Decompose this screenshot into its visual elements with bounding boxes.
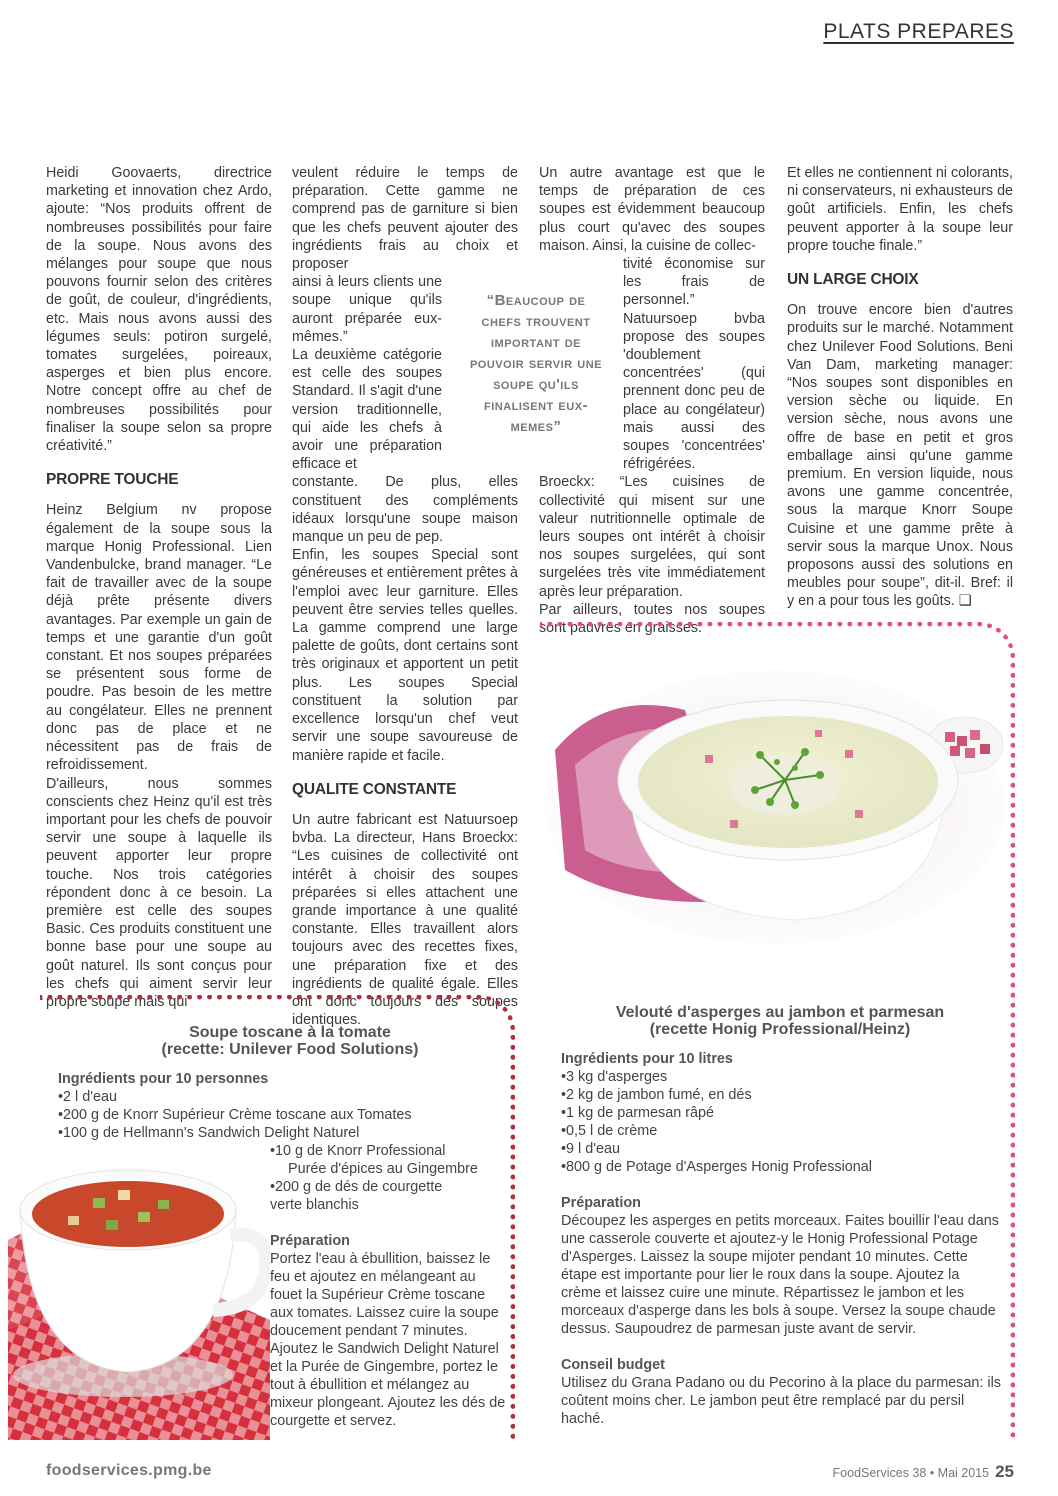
subheading-propre-touche: PROPRE TOUCHE xyxy=(46,471,179,489)
subheading-qualite-constante: QUALITE CONSTANTE xyxy=(292,780,457,798)
ingredients-heading: Ingrédients pour 10 personnes xyxy=(58,1071,269,1087)
paragraph: Heinz Belgium nv propose également de la soupe sous la marque Honig Professional. Lien Vandenbulcke, brand manager. “Le fait de travailler avec de la soupe déjà prête présente divers avantages. Par exemple un gain de temps et une garantie d'un goût constant. Et nos soupes préparées se présentent sous forme de poudre. Pas besoin de les mettre au congélateur. Elles ne prennent donc pas de place et ne nécessitent pas de frais de refroidissement. xyxy=(46,502,272,774)
preparation-heading: Préparation xyxy=(270,1233,350,1249)
paragraph xyxy=(787,301,1013,610)
recipe-right-title xyxy=(565,1004,995,1038)
paragraph: Broeckx: “Les cuisines de collectivité qui misent sur une valeur nutritionnelle optimale de leurs soupes ont intérêt à choisir nos soupes surgelées, qui sont surgelées très vite immédiatement après leur préparation. xyxy=(539,474,765,600)
ingredients-heading: Ingrédients pour 10 litres xyxy=(561,1051,733,1067)
article-column-1 xyxy=(46,164,272,1011)
footer-website: foodservices.pmg.be xyxy=(46,1462,212,1479)
recipe-title-line: Soupe toscane à la tomate xyxy=(189,1024,391,1041)
recipe-title-line: (recette Honig Professional/Heinz) xyxy=(649,1021,911,1038)
ingredient-item: •0,5 l de crème xyxy=(561,1123,658,1139)
ingredient-item: •800 g de Potage d'Asperges Honig Professional xyxy=(561,1159,872,1175)
preparation-heading: Préparation xyxy=(561,1195,641,1211)
paragraph: Un autre avantage est que le temps de préparation de ces soupes est évidemment beaucoup plus court qu'avec des soupes maison. Ainsi, la cuisine de collec- xyxy=(539,165,765,254)
paragraph: tivité économise sur les frais de personnel.” xyxy=(623,256,765,309)
recipe-right-body xyxy=(561,1050,1001,1428)
footer-issue xyxy=(833,1462,1014,1482)
budget-tip-heading: Conseil budget xyxy=(561,1357,665,1373)
issue-label: FoodServices 38 • Mai 2015 xyxy=(832,1466,990,1480)
paragraph: D'ailleurs, nous sommes conscients chez Heinz qu'il est très important pour les chefs de pouvoir servir une soupe à laquelle ils peuvent apporter leur propre touche. Nos trois catégories répondent donc à ce besoin. La première est celle des soupes Basic. Ces produits constituent une bonne base pour une soupe au goût naturel. Ils sont conçus pour les chefs qui aiment servir leur propre soupe mais qui xyxy=(46,775,272,1010)
end-mark-icon: ❑ xyxy=(958,593,972,610)
paragraph-text: On trouve encore bien d'autres produits sur le marché. Notamment chez Unilever Food Solutions. Beni Van Dam, marketing manager: “Nos soupes sont disponibles en version sèche ou liquide. En version sèche, nous avons une offre de base en petit et gros emballage ainsi qu'une gamme premium. En version liquide, nous avons une gamme concentrée, sous la marque Knorr Soupe Cuisine et une gamme prête à servir sous la marque Unox. Nous proposons aussi des solutions en meubles pour soupe”, dit-il. Bref: il y en a pour tous les goûts. xyxy=(787,302,1013,610)
preparation-text: Portez l'eau à ébullition, baissez le feu et ajoutez en mélangeant au fouet la Supérieur Crème toscane aux tomates. Laissez cuire la soupe doucement pendant 7 minutes. Ajoutez le Sandwich Delight Naturel et la Purée de Gingembre, portez le tout à ébullition et mélangez au mixeur plongeant. Ajoutez les dés de courgette et servez. xyxy=(270,1251,506,1429)
ingredient-item: •100 g de Hellmann's Sandwich Delight Naturel xyxy=(58,1125,360,1141)
ingredient-item: •200 g de Knorr Supérieur Crème toscane aux Tomates xyxy=(58,1107,412,1123)
recipe-title-line: (recette: Unilever Food Solutions) xyxy=(161,1041,419,1058)
recipe-left-body xyxy=(270,1142,510,1430)
pull-quote: “Beaucoup de chefs trouvent important de pouvoir servir une soupe qu'ils finalisent eux-memes” xyxy=(469,292,603,435)
ingredient-item: •2 kg de jambon fumé, en dés xyxy=(561,1087,752,1103)
paragraph: La deuxième catégorie est celle des soupes Standard. Il s'agit d'une version traditionnelle, qui aide les chefs à avoir une préparation efficace et xyxy=(292,347,442,473)
ingredient-item-cont: verte blanchis xyxy=(270,1197,359,1213)
paragraph: Natuursoep bvba propose des soupes 'doublement concentrées' (qui prennent donc peu de place au congélateur) mais aussi des soupes 'concentrées' réfrigérées. xyxy=(623,310,765,473)
paragraph: Enfin, les soupes Special sont généreuses et entièrement prêtes à l'emploi avec leur garniture. Elles peuvent être servies telles quelles. La gamme comprend une large palette de goûts, dont certains sont très originaux et apportent un petit plus. Les soupes Special constituent la solution par excellence lorsqu'un chef veut servir une soupe savoureuse de manière rapide et facile. xyxy=(292,547,518,764)
budget-tip-text: Utilisez du Grana Padano ou du Pecorino à la place du parmesan: ils coûtent moins cher. Le jambon peut être remplacé par du persil haché. xyxy=(561,1375,1001,1427)
ingredient-item: •200 g de dés de courgette xyxy=(270,1179,443,1195)
recipe-left-ingredients xyxy=(58,1070,508,1142)
paragraph: constante. De plus, elles constituent des compléments idéaux lorsqu'une soupe maison manque un peu de pep. xyxy=(292,474,518,546)
ingredient-item: •2 l d'eau xyxy=(58,1089,117,1105)
ingredient-item: •9 l d'eau xyxy=(561,1141,620,1157)
page-number: 25 xyxy=(995,1462,1014,1481)
paragraph: Heidi Goovaerts, directrice marketing et innovation chez Ardo, ajoute: “Nos produits offrent de nombreuses possibilités pour faire de la soupe. Nous avons des mélanges pour soupe que nous pouvons fournir selon des critères de goût, de couleur, d'ingrédients, etc. Mais nous avons aussi des légumes seuls: potiron surgelé, tomates surgelées, poireaux, asperges et bien plus encore. Notre concept offre au chef de nombreuses possibilités pour finaliser la soupe selon sa propre créativité.” xyxy=(46,165,272,455)
paragraph: Par ailleurs, toutes nos soupes sont pauvres en graisses. xyxy=(539,601,765,637)
recipe-left-title xyxy=(80,1024,500,1058)
tomato-soup-photo xyxy=(8,1150,270,1440)
section-label: PLATS PREPARES xyxy=(823,20,1014,43)
paragraph: ainsi à leurs clients une soupe unique qu'ils auront préparée eux-mêmes.” xyxy=(292,274,442,345)
article-column-3 xyxy=(539,164,765,637)
ingredient-item: •1 kg de parmesan râpé xyxy=(561,1105,715,1121)
preparation-text: Découpez les asperges en petits morceaux. Faites bouillir l'eau dans une casserole couverte et ajoutez-y le Honig Professional Potage d'Asperges. Laissez la soupe mijoter pendant 10 minutes. Cette étape est importante pour lier le roux dans la soupe. Ajoutez la crème et laissez cuire une minute. Répartissez le jambon et les morceaux d'asperge dans les bols à soupe. Versez la soupe chaude dessus. Saupoudrez de parmesan juste avant de servir. xyxy=(561,1213,999,1337)
asparagus-soup-photo xyxy=(545,670,1005,945)
ingredient-item-cont: Purée d'épices au Gingembre xyxy=(288,1161,478,1177)
subheading-un-large-choix: UN LARGE CHOIX xyxy=(787,271,919,289)
ingredient-item: •10 g de Knorr Professional xyxy=(270,1143,446,1159)
paragraph: Et elles ne contiennent ni colorants, ni conservateurs, ni exhausteurs de goût artificiels. Enfin, les chefs peuvent apporter à la soupe leur propre touche finale.” xyxy=(787,165,1013,254)
recipe-title-line: Velouté d'asperges au jambon et parmesan xyxy=(615,1004,945,1021)
article-column-4 xyxy=(787,164,1013,611)
paragraph: Un autre fabricant est Natuursoep bvba. La directeur, Hans Broeckx: “Les cuisines de collectivité ont intérêt à choisir des soupes préparées si elles attachent une grande importance à une qualité constante. Elles travaillent alors toujours avec des recettes fixes, une préparation fixe et des ingrédients de qualité égale. Elles ont donc toujours des soupes identiques. xyxy=(292,811,518,1029)
ingredient-item: •3 kg d'asperges xyxy=(561,1069,668,1085)
paragraph: veulent réduire le temps de préparation. Cette gamme ne comprend pas de garniture si bien que les chefs peuvent ajouter des ingrédients frais au choix et proposer xyxy=(292,165,518,273)
